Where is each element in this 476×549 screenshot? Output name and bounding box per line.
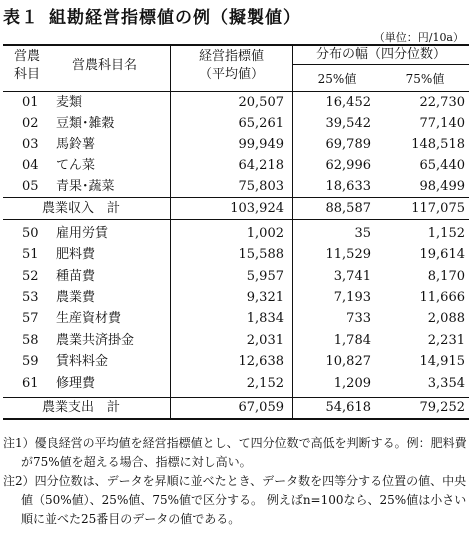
row-code: 01	[22, 95, 39, 110]
row-code: 52	[22, 269, 39, 284]
row-p25: 10,827	[325, 354, 371, 369]
row-p75: 2,231	[427, 333, 465, 348]
row-p25: 733	[346, 311, 371, 326]
total-p25: 88,587	[325, 201, 371, 216]
row-p25: 69,789	[325, 137, 371, 152]
row-p25: 11,529	[325, 247, 371, 262]
total-label: 農業支出 計	[42, 400, 121, 415]
row-avg: 65,261	[238, 116, 284, 131]
row-p75: 148,518	[411, 137, 465, 152]
row-avg: 5,957	[246, 269, 284, 284]
unit-note: （単位：円/10a）	[373, 31, 464, 44]
row-name: 生産資材費	[56, 311, 122, 326]
row-avg: 15,588	[238, 247, 284, 262]
row-code: 05	[22, 179, 39, 194]
row-avg: 20,507	[238, 95, 284, 110]
row-avg: 1,834	[246, 311, 284, 326]
row-avg: 75,803	[238, 179, 284, 194]
row-p75: 3,354	[427, 376, 465, 391]
row-code: 57	[22, 311, 39, 326]
header-p25: 25%値	[317, 72, 357, 86]
row-avg: 1,002	[246, 226, 284, 241]
header-distribution: 分布の幅（四分位数）	[315, 47, 446, 62]
row-p75: 2,088	[427, 311, 465, 326]
row-name: 麦類	[56, 95, 83, 110]
header-code-line2: 科目	[14, 67, 41, 82]
header-code-line1: 営農	[14, 49, 41, 64]
footnotes	[3, 434, 469, 529]
row-p75: 65,440	[419, 158, 465, 173]
row-name: 雇用労賃	[56, 226, 109, 241]
row-avg: 99,949	[238, 137, 284, 152]
row-avg: 2,152	[246, 376, 284, 391]
row-p25: 7,193	[333, 290, 371, 305]
total-avg: 103,924	[230, 201, 284, 216]
row-code: 58	[22, 333, 39, 348]
row-name: 肥料費	[56, 247, 96, 262]
row-code: 51	[22, 247, 39, 262]
row-name: 種苗費	[56, 269, 96, 284]
row-p75: 1,152	[427, 226, 465, 241]
row-p25: 35	[354, 226, 371, 241]
row-name: 豆類･雑穀	[56, 116, 115, 131]
income-total-rule	[3, 219, 469, 220]
total-p25: 54,618	[325, 400, 371, 415]
row-p25: 62,996	[325, 158, 371, 173]
table-title-text: 組勘経営指標値の例（擬製値）	[49, 8, 301, 28]
row-name: 馬鈴薯	[56, 137, 96, 152]
total-p75: 117,075	[411, 201, 465, 216]
total-p75: 79,252	[419, 400, 465, 415]
row-p75: 22,730	[419, 95, 465, 110]
quartile-header-rule	[292, 64, 469, 65]
row-avg: 2,031	[246, 333, 284, 348]
total-avg: 67,059	[238, 400, 284, 415]
table-number: 表１	[3, 8, 39, 28]
row-p75: 8,170	[427, 269, 465, 284]
row-p75: 14,915	[419, 354, 465, 369]
row-p25: 16,452	[325, 95, 371, 110]
header-avg-line1: 経営指標値	[198, 49, 264, 64]
row-p75: 77,140	[419, 116, 465, 131]
table-title	[3, 3, 301, 28]
income-subtotal-rule	[3, 197, 469, 198]
row-code: 59	[22, 354, 39, 369]
row-name: てん菜	[56, 158, 96, 173]
row-name: 農業費	[56, 290, 96, 305]
total-label: 農業収入 計	[42, 201, 121, 216]
expense-subtotal-rule	[3, 397, 469, 398]
row-p25: 1,209	[333, 376, 371, 391]
header-p75: 75%値	[405, 72, 445, 86]
header-bottom-rule	[3, 91, 469, 92]
row-code: 50	[22, 226, 39, 241]
row-name: 賃料料金	[56, 354, 109, 369]
row-avg: 9,321	[246, 290, 284, 305]
row-p25: 18,633	[325, 179, 371, 194]
row-p25: 3,741	[333, 269, 371, 284]
row-name: 修理費	[56, 376, 96, 391]
row-name: 青果･蔬菜	[56, 179, 115, 194]
row-code: 02	[22, 116, 39, 131]
row-p25: 1,784	[333, 333, 371, 348]
row-p25: 39,542	[325, 116, 371, 131]
header-avg-line2: （平均値）	[198, 67, 264, 82]
row-code: 03	[22, 137, 39, 152]
row-avg: 12,638	[238, 354, 284, 369]
row-p75: 19,614	[419, 247, 465, 262]
footnote-1: 注1）優良経営の平均値を経営指標値とし、て四分位数で高低を判断する。例：肥料費が75%値を超える場合、指標に対し高い。	[3, 436, 467, 469]
row-code: 04	[22, 158, 39, 173]
header-item-name: 営農科目名	[72, 58, 138, 73]
row-avg: 64,218	[238, 158, 284, 173]
row-p75: 11,666	[419, 290, 465, 305]
footnote-2: 注2）四分位数は、データを昇順に並べたとき、データ数を四等分する位置の値、中央値（50%値）、25%値、75%値で区分する。 例えばn=100なら、25%値は小さい順に並べた25番目のデータの値である。	[3, 474, 467, 526]
row-p75: 98,499	[419, 179, 465, 194]
row-code: 61	[22, 376, 39, 391]
table-bottom-rule	[3, 418, 469, 420]
row-code: 53	[22, 290, 39, 305]
row-name: 農業共済掛金	[56, 333, 135, 348]
